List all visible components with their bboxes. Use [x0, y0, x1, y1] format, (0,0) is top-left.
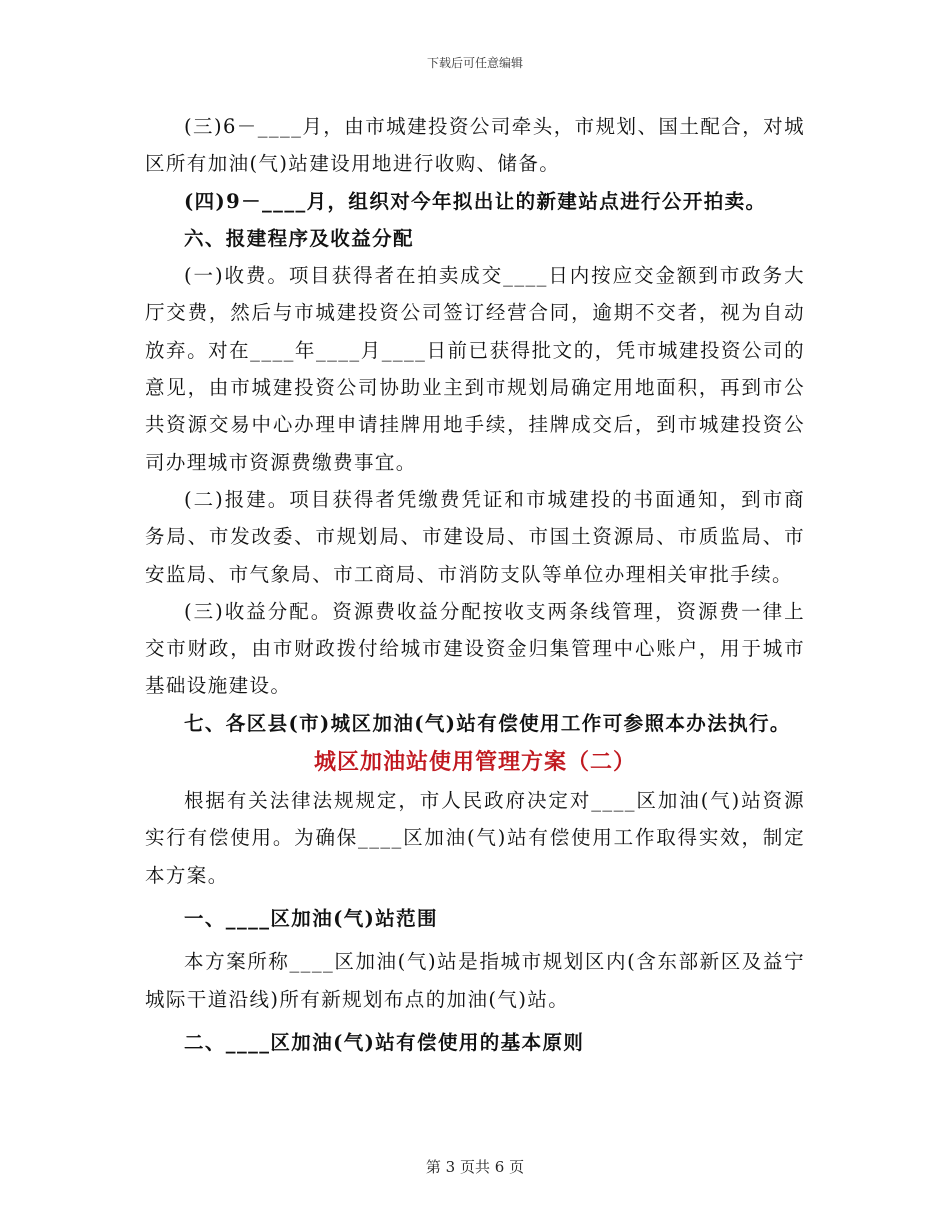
section-heading: 一、____区加油(气)站范围 [184, 906, 438, 930]
page-footer: 第 3 页共 6 页 [425, 1158, 525, 1176]
paragraph: (三)收益分配。资源费收益分配按收支两条线管理，资源费一律上交市财政，由市财政拨付给城市建设资金归集管理中心账户，用于城市基础设施建设。 [145, 599, 805, 698]
paragraph: 本方案所称____区加油(气)站是指城市规划区内(含东部新区及益宁城际干道沿线)所有新规划布点的加油(气)站。 [145, 950, 805, 1011]
document-body [145, 108, 805, 1061]
paragraph: (二)报建。项目获得者凭缴费凭证和市城建投的书面通知，到市商务局、市发改委、市规划局、市建设局、市国土资源局、市质监局、市安监局、市气象局、市工商局、市消防支队等单位办理相关审批手续。 [145, 487, 805, 586]
page-header: 下载后可任意编辑 [426, 56, 523, 70]
section-heading: 七、各区县(市)城区加油(气)站有偿使用工作可参照本办法执行。 [184, 711, 791, 735]
paragraph: (三)6－____月，由市城建投资公司牵头，市规划、国土配合，对城区所有加油(气)站建设用地进行收购、储备。 [145, 115, 805, 176]
section-heading: 二、____区加油(气)站有偿使用的基本原则 [184, 1030, 585, 1054]
paragraph: (四)9－____月，组织对今年拟出让的新建站点进行公开拍卖。 [184, 189, 767, 213]
paragraph: 根据有关法律法规规定，市人民政府决定对____区加油(气)站资源实行有偿使用。为确保____区加油(气)站有偿使用工作取得实效，制定本方案。 [145, 789, 805, 887]
paragraph: (一)收费。项目获得者在拍卖成交____日内按应交金额到市政务大厅交费，然后与市城建投资公司签订经营合同，逾期不交者，视为自动放弃。对在____年____月____日前已获得批文的，凭市城建投资公司的意见，由市城建投资公司协助业主到市规划局确定用地面积，再到市公共资源交易中心办理申请挂牌用地手续，挂牌成交后，到市城建投资公司办理城市资源费缴费事宜。 [145, 264, 805, 474]
document-title: 城区加油站使用管理方案（二） [313, 749, 636, 776]
section-heading: 六、报建程序及收益分配 [184, 226, 414, 250]
